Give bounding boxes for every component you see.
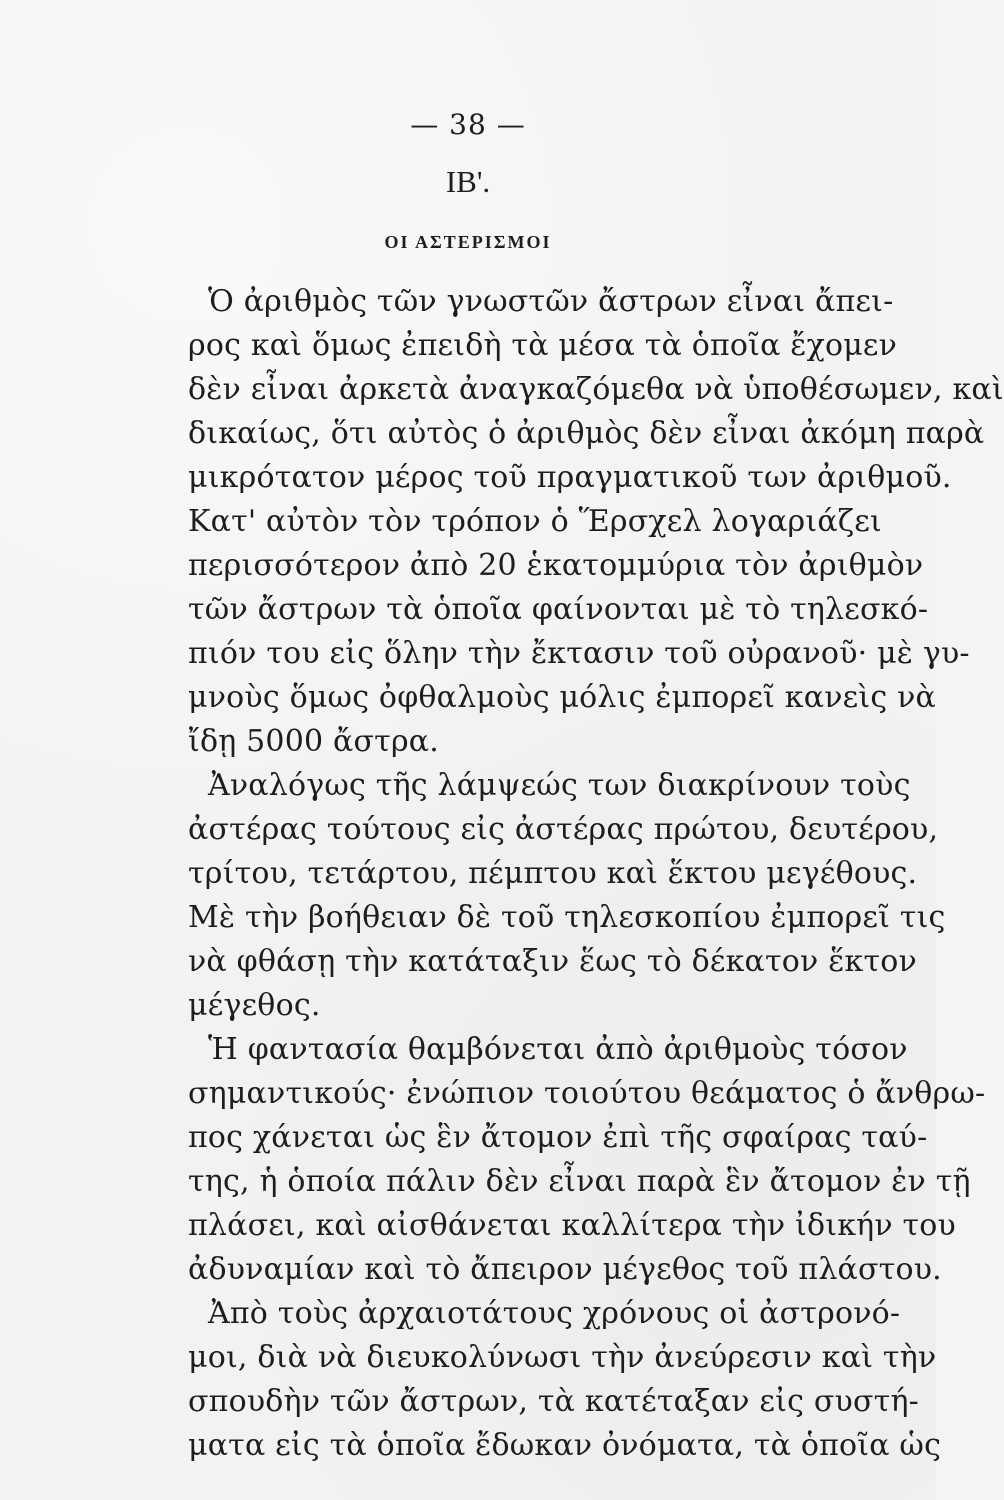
- text-line-14: τρίτου, τετάρτου, πέμπτου καὶ ἕκτου μεγέθους.: [188, 856, 918, 891]
- text-line-24: Ἀπὸ τοὺς ἀρχαιοτάτους χρόνους οἱ ἀστρονό-: [208, 1296, 901, 1331]
- chapter-title: ΟΙ ΑΣΤΕΡΙΣΜΟΙ: [384, 232, 552, 252]
- text-line-26: σπουδὴν τῶν ἄστρων, τὰ κατέταξαν εἰς συστή-: [188, 1384, 919, 1419]
- text-line-9: πιόν του εἰς ὅλην τὴν ἔκτασιν τοῦ οὐρανοῦ· μὲ γυ-: [188, 636, 970, 671]
- text-line-19: σημαντικούς· ἐνώπιον τοιούτου θεάματος ὁ ἄνθρω-: [188, 1076, 986, 1111]
- text-line-2: ρος καὶ ὅμως ἐπειδὴ τὰ μέσα τὰ ὁποῖα ἔχομεν: [188, 328, 898, 363]
- text-line-16: νὰ φθάσῃ τὴν κατάταξιν ἕως τὸ δέκατον ἕκτον: [188, 944, 917, 979]
- text-line-20: πος χάνεται ὡς ἓν ἄτομον ἐπὶ τῆς σφαίρας ταύ-: [188, 1120, 928, 1155]
- text-line-15: Μὲ τὴν βοήθειαν δὲ τοῦ τηλεσκοπίου ἐμπορεῖ τις: [188, 900, 946, 935]
- page-number: — 38 —: [410, 108, 526, 141]
- text-line-23: ἀδυναμίαν καὶ τὸ ἄπειρον μέγεθος τοῦ πλάστου.: [188, 1252, 942, 1287]
- text-line-8: τῶν ἄστρων τὰ ὁποῖα φαίνονται μὲ τὸ τηλεσκό-: [188, 592, 929, 627]
- text-line-5: μικρότατον μέρος τοῦ πραγματικοῦ των ἀριθμοῦ.: [188, 460, 952, 495]
- text-line-13: ἀστέρας τούτους εἰς ἀστέρας πρώτου, δευτέρου,: [188, 812, 939, 847]
- text-line-4: δικαίως, ὅτι αὐτὸς ὁ ἀριθμὸς δὲν εἶναι ἀκόμη παρὰ: [188, 416, 985, 451]
- text-line-12: Ἀναλόγως τῆς λάμψεώς των διακρίνουν τοὺς: [208, 768, 911, 803]
- section-number: IB'.: [445, 164, 491, 199]
- text-line-7: περισσότερον ἀπὸ 20 ἑκατομμύρια τὸν ἀριθμὸν: [188, 548, 924, 583]
- text-line-25: μοι, διὰ νὰ διευκολύνωσι τὴν ἀνεύρεσιν καὶ τὴν: [188, 1340, 937, 1375]
- text-line-27: ματα εἰς τὰ ὁποῖα ἔδωκαν ὀνόματα, τὰ ὁποῖα ὡς: [188, 1428, 942, 1463]
- text-line-17: μέγεθος.: [188, 988, 321, 1023]
- text-line-6: Κατ' αὐτὸν τὸν τρόπον ὁ Ἕρσχελ λογαριάζει: [188, 504, 882, 539]
- text-line-3: δὲν εἶναι ἀρκετὰ ἀναγκαζόμεθα νὰ ὑποθέσωμεν, καὶ: [188, 372, 1004, 407]
- text-line-1: Ὁ ἀριθμὸς τῶν γνωστῶν ἄστρων εἶναι ἄπει-: [208, 284, 894, 319]
- text-line-21: της, ἡ ὁποία πάλιν δὲν εἶναι παρὰ ἓν ἄτομον ἐν τῇ: [188, 1164, 971, 1199]
- text-line-22: πλάσει, καὶ αἰσθάνεται καλλίτερα τὴν ἰδικήν του: [188, 1208, 956, 1243]
- text-line-10: μνοὺς ὅμως ὀφθαλμοὺς μόλις ἐμπορεῖ κανεὶς νὰ: [188, 680, 936, 715]
- text-line-11: ἴδῃ 5000 ἄστρα.: [188, 724, 439, 759]
- text-line-18: Ἡ φαντασία θαμβόνεται ἀπὸ ἀριθμοὺς τόσον: [208, 1032, 908, 1067]
